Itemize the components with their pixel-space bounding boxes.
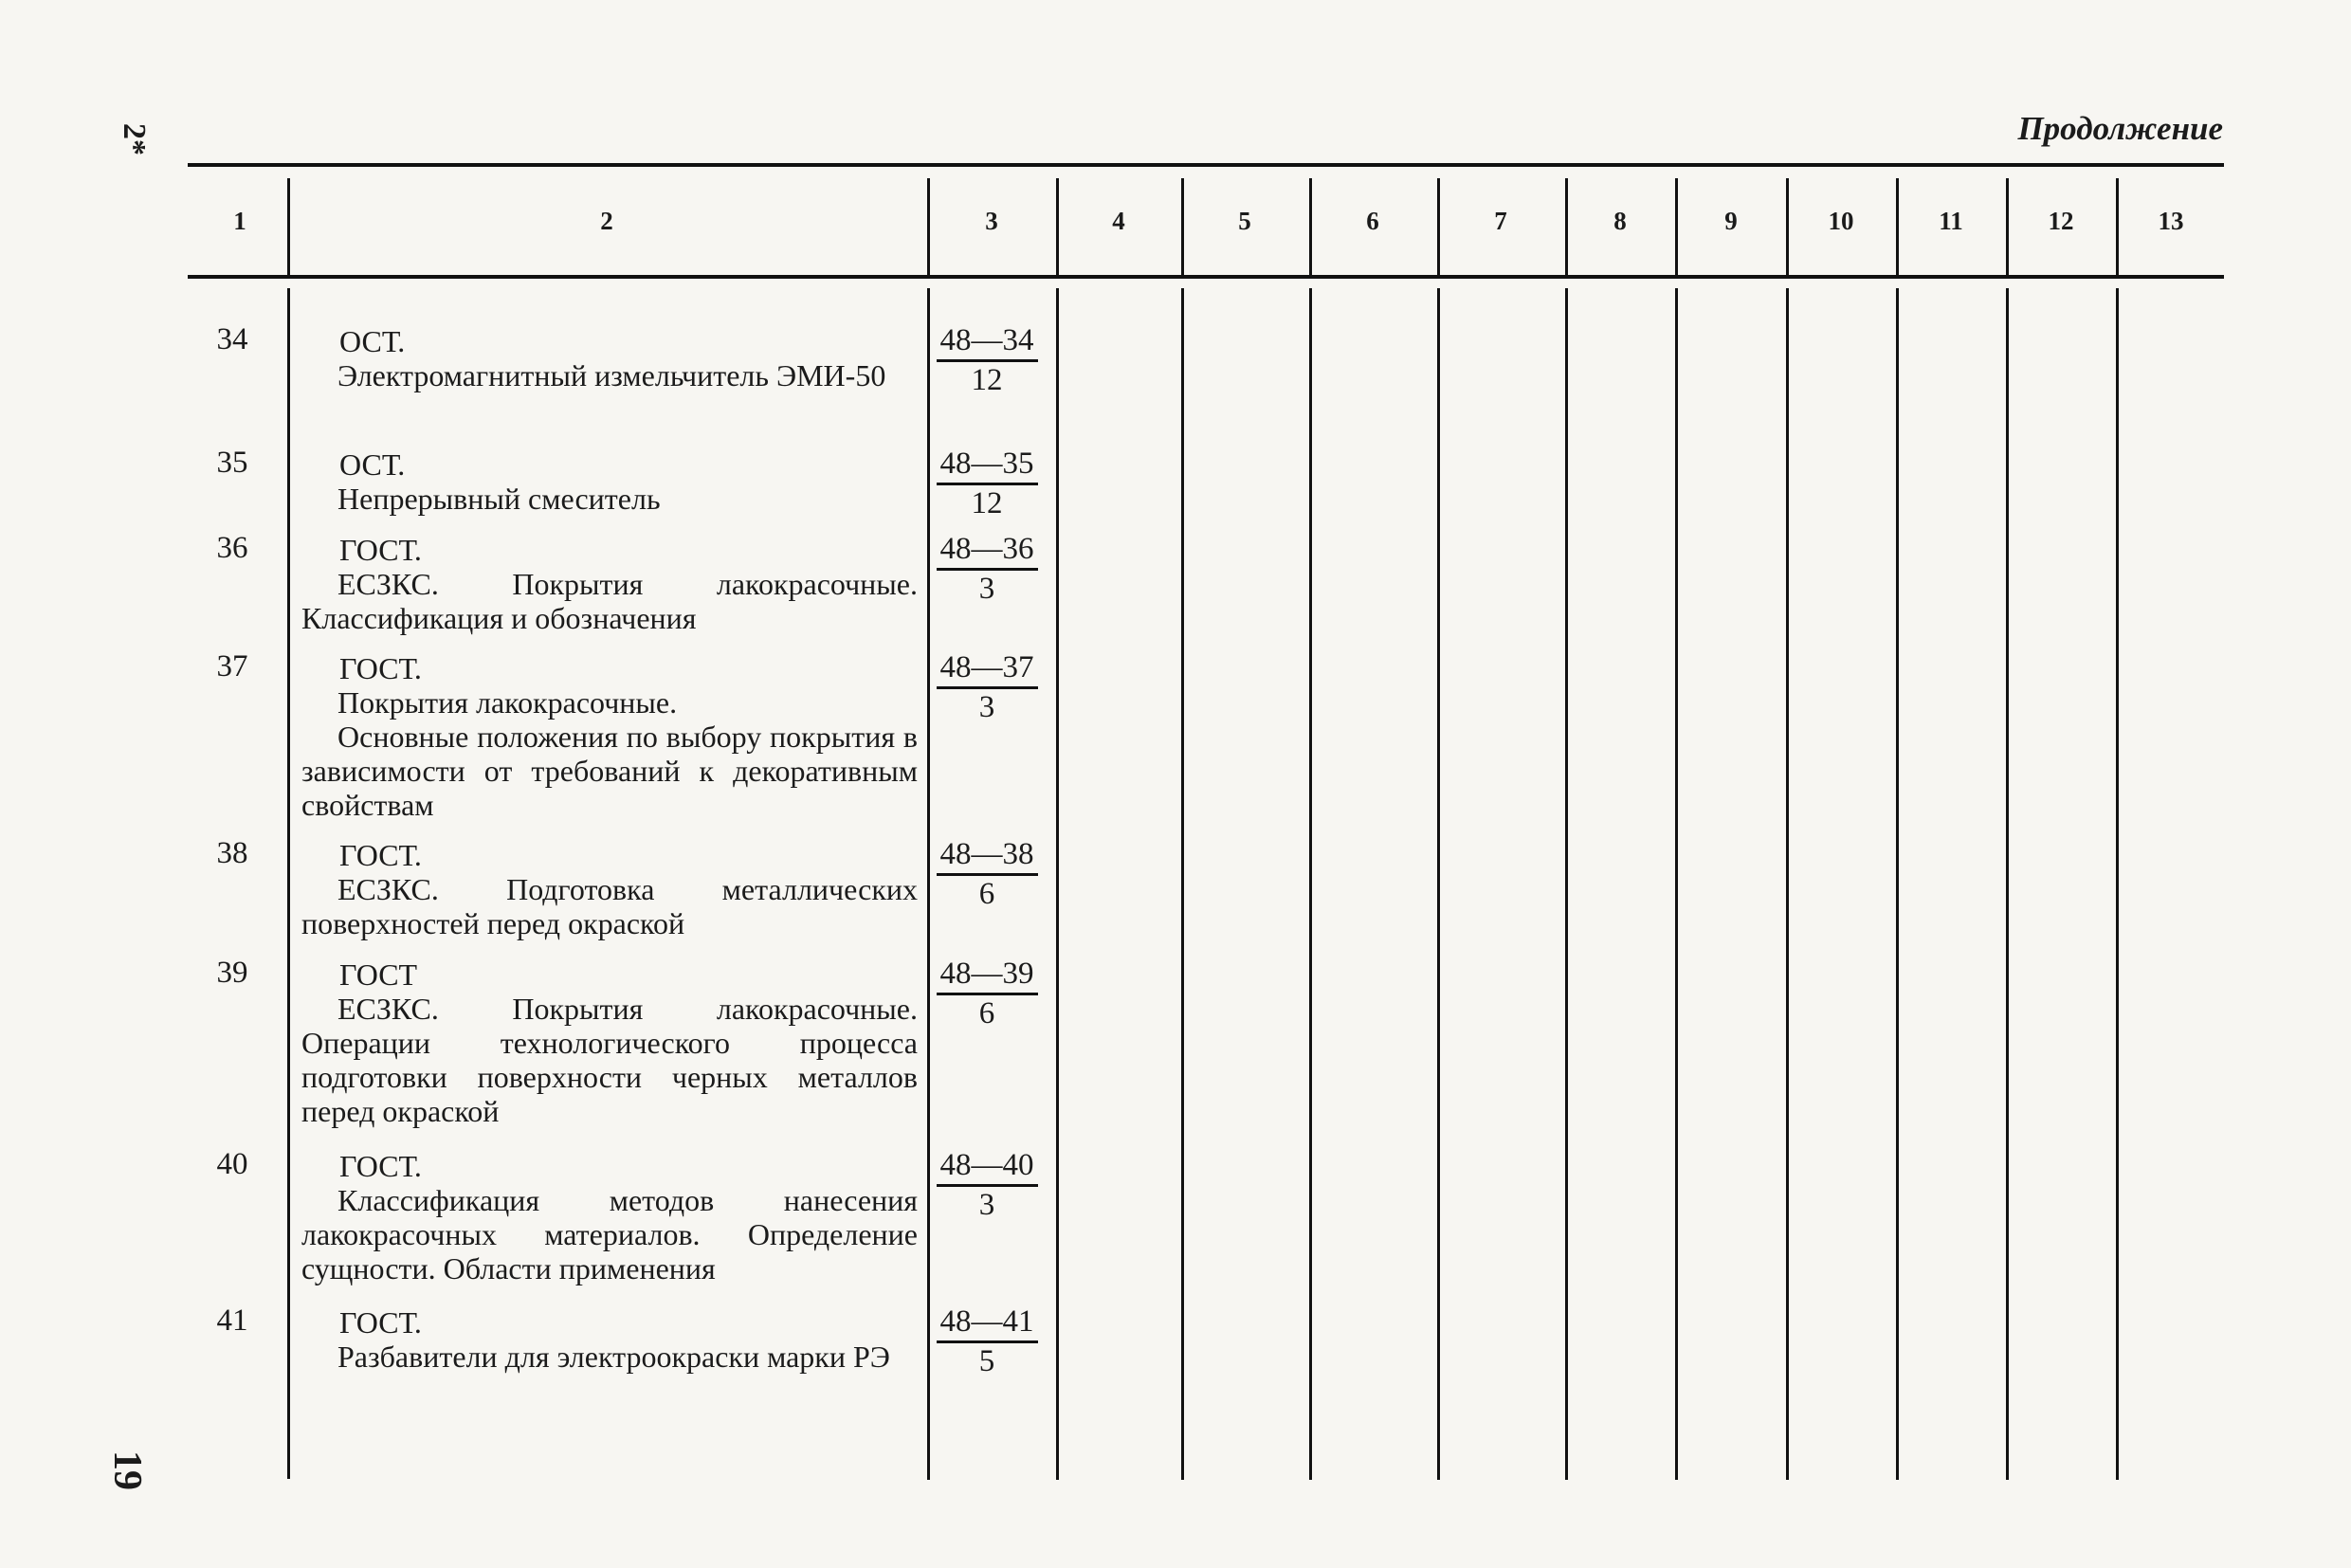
table-top-rule [188,163,2224,167]
standard-type: ГОСТ. [339,651,422,685]
column-divider [287,288,290,1479]
standard-name [301,957,918,1128]
standard-type: ОСТ. [339,324,406,358]
standard-title: Разбавители для электроокраски марки РЭ [337,1340,890,1374]
standard-type: ГОСТ. [339,1149,422,1183]
column-divider [1675,288,1678,1480]
code-numerator: 48—36 [937,531,1038,571]
row-number: 41 [216,1304,248,1338]
code-numerator: 48—40 [937,1147,1038,1187]
column-header: 5 [1238,207,1251,235]
column-divider [1181,288,1184,1480]
code-fraction [931,531,1043,607]
standard-title: Непрерывный смеситель [337,482,661,516]
standard-name [301,324,918,392]
standard-name [301,533,918,635]
column-divider [287,178,290,277]
column-divider [1896,288,1899,1480]
code-numerator: 48—38 [937,836,1038,876]
standard-type: ОСТ. [339,447,406,482]
column-divider [2006,288,2009,1480]
column-header: 3 [985,207,998,235]
code-numerator: 48—41 [937,1304,1038,1343]
code-denominator: 12 [971,486,1003,520]
row-number: 39 [216,956,248,990]
code-numerator: 48—37 [937,649,1038,689]
column-header: 9 [1724,207,1738,235]
page-side-label-top: 2* [117,123,152,155]
standard-name [301,651,918,822]
column-divider [1309,288,1312,1480]
column-divider [2116,178,2119,277]
column-header: 1 [233,207,246,235]
code-fraction [931,836,1043,912]
column-divider [1437,288,1440,1480]
column-divider [1675,178,1678,277]
standard-title: Покрытия лакокрасочные. [337,685,678,720]
standard-name [301,838,918,940]
column-header: 11 [1939,207,1963,235]
column-divider [1437,178,1440,277]
code-fraction [931,956,1043,1031]
code-denominator: 6 [978,877,995,911]
column-divider [1896,178,1899,277]
row-number: 34 [216,322,248,356]
column-divider [1786,288,1789,1480]
code-fraction [931,446,1043,521]
column-divider [2116,288,2119,1480]
standard-title: Классификация методов нанесения лакокрасочных материалов. Определение сущности. Области применения [301,1183,918,1285]
code-denominator: 3 [978,1188,995,1222]
code-fraction [931,1147,1043,1223]
standard-name [301,1305,918,1374]
column-header: 12 [2048,207,2074,235]
standard-title: ЕСЗКС. Покрытия лакокрасочные. Операции технологического процесса подготовки поверхности черных металлов перед окраской [301,992,918,1128]
column-header: 7 [1494,207,1507,235]
column-divider [927,288,930,1480]
column-divider [1309,178,1312,277]
column-divider [1565,288,1568,1480]
code-denominator: 3 [978,572,995,606]
column-header: 4 [1112,207,1125,235]
code-numerator: 48—35 [937,446,1038,485]
page-number: 19 [105,1450,149,1490]
column-header: 8 [1613,207,1627,235]
column-header: 6 [1366,207,1379,235]
code-denominator: 12 [971,363,1003,397]
code-numerator: 48—34 [937,322,1038,362]
row-number: 38 [216,836,248,870]
row-number: 40 [216,1147,248,1181]
column-header: 13 [2158,207,2184,235]
column-divider [1786,178,1789,277]
row-number: 35 [216,446,248,480]
column-header: 10 [1828,207,1854,235]
code-numerator: 48—39 [937,956,1038,995]
code-denominator: 6 [978,996,995,1030]
column-divider [927,178,930,277]
standard-title: ЕСЗКС. Покрытия лакокрасочные. Классификация и обозначения [301,567,918,635]
standard-title-continued: Основные положения по выбору покрытия в зависимости от требований к декоративным свойствам [301,720,918,822]
standard-name [301,1149,918,1285]
column-divider [1181,178,1184,277]
column-header: 2 [600,207,613,235]
code-denominator: 3 [978,690,995,724]
standard-name [301,447,918,516]
column-divider [1056,178,1059,277]
code-fraction [931,649,1043,725]
code-fraction [931,1304,1043,1379]
continuation-label: Продолжение [2017,110,2223,147]
row-number: 37 [216,649,248,684]
column-divider [1565,178,1568,277]
column-divider [1056,288,1059,1480]
code-fraction [931,322,1043,398]
row-number: 36 [216,531,248,565]
column-divider [2006,178,2009,277]
standard-type: ГОСТ. [339,838,422,872]
header-bottom-rule [188,275,2224,279]
standard-title: Электромагнитный измельчитель ЭМИ-50 [337,358,886,392]
standard-title: ЕСЗКС. Подготовка металлических поверхностей перед окраской [301,872,918,940]
code-denominator: 5 [978,1344,995,1378]
standard-type: ГОСТ. [339,1305,422,1340]
standard-type: ГОСТ. [339,533,422,567]
standard-type: ГОСТ [339,957,418,992]
